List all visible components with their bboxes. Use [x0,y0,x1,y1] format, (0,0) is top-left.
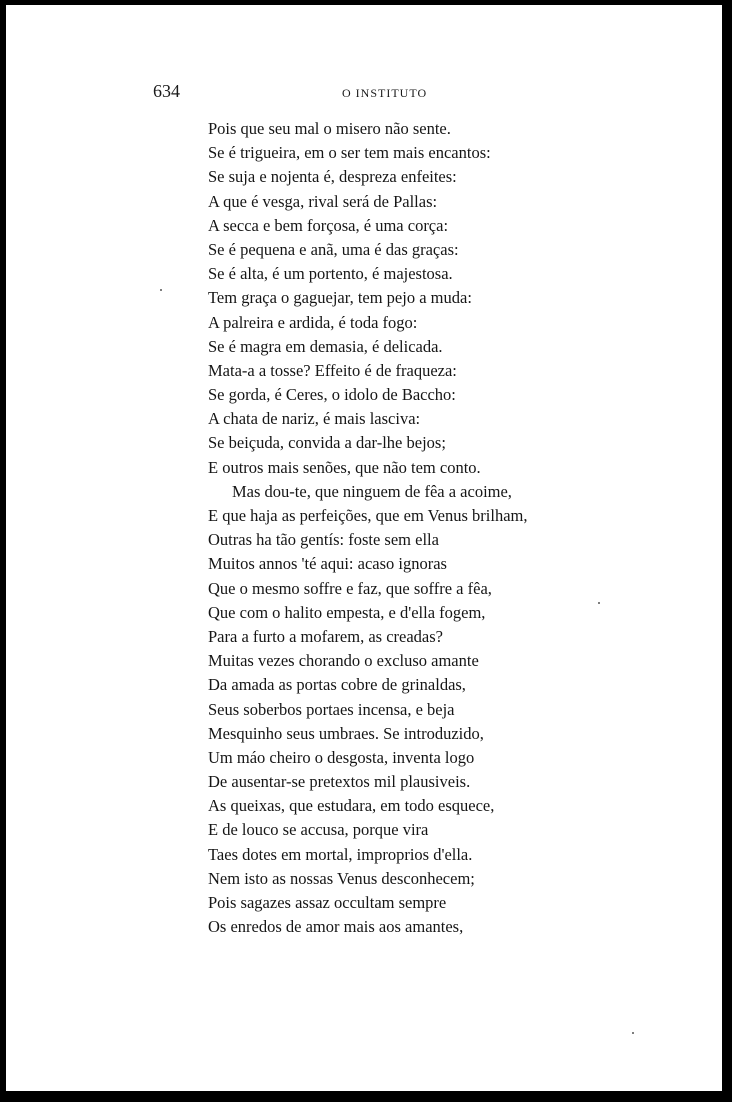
scan-speck [160,289,162,291]
poem-line: Outras ha tão gentís: foste sem ella [208,530,439,550]
page-number: 634 [153,81,180,101]
poem-line: De ausentar-se pretextos mil plausiveis. [208,772,471,792]
poem-line: E de louco se accusa, porque vira [208,820,429,840]
poem-line: E que haja as perfeições, que em Venus brilham, [208,506,528,525]
poem-line: A secca e bem forçosa, é uma corça: [208,215,449,235]
scan-speck [598,602,600,604]
poem-line: A palreira e ardida, é toda fogo: [208,312,418,332]
poem-line: As queixas, que estudara, em todo esquece, [208,796,495,816]
poem-line: Se é magra em demasia, é delicada. [208,336,443,356]
poem-line: Se é pequena e anã, uma é das graças: [208,239,459,259]
poem-line: Mesquinho seus umbraes. Se introduzido, [208,723,484,743]
poem-line: Mata-a a tosse? Effeito é de fraqueza: [208,360,457,380]
poem-line: Pois sagazes assaz occultam sempre [208,893,447,912]
poem-line: Muitos annos 'té aqui: acaso ignoras [208,554,447,574]
poem-line: Taes dotes em mortal, improprios d'ella. [208,844,473,864]
scan-speck [632,1032,634,1034]
poem-line: Os enredos de amor mais aos amantes, [208,917,464,937]
poem-line: E outros mais senões, que não tem conto. [208,457,481,477]
poem-line: Mas dou-te, que ninguem de fêa a acoime, [232,481,512,501]
poem-line: Que o mesmo soffre e faz, que soffre a fêa, [208,578,492,598]
poem-line: Tem graça o gaguejar, tem pejo a muda: [208,288,472,308]
poem-line: Muitas vezes chorando o excluso amante [208,651,479,671]
running-title: O INSTITUTO [342,86,428,100]
book-page [6,5,722,1091]
poem-line: Para a furto a mofarem, as creadas? [208,626,443,646]
poem-line: Se beiçuda, convida a dar-lhe bejos; [208,433,446,453]
poem-line: Pois que seu mal o misero não sente. [208,119,451,138]
poem-line: A chata de nariz, é mais lasciva: [208,409,421,429]
poem-line: Se gorda, é Ceres, o idolo de Baccho: [208,385,456,405]
poem-text [208,117,708,939]
poem-line: Que com o halito empesta, e d'ella fogem, [208,602,486,622]
poem-line: Seus soberbos portaes incensa, e beja [208,699,455,719]
poem-line: Nem isto as nossas Venus desconhecem; [208,868,475,888]
poem-line: Se é alta, é um portento, é majestosa. [208,264,453,284]
poem-line: A que é vesga, rival será de Pallas: [208,191,438,211]
poem-line: Se suja e nojenta é, despreza enfeites: [208,167,457,187]
poem-line: Da amada as portas cobre de grinaldas, [208,675,466,695]
poem-line: Um máo cheiro o desgosta, inventa logo [208,747,475,767]
poem-line: Se é trigueira, em o ser tem mais encantos: [208,143,491,163]
